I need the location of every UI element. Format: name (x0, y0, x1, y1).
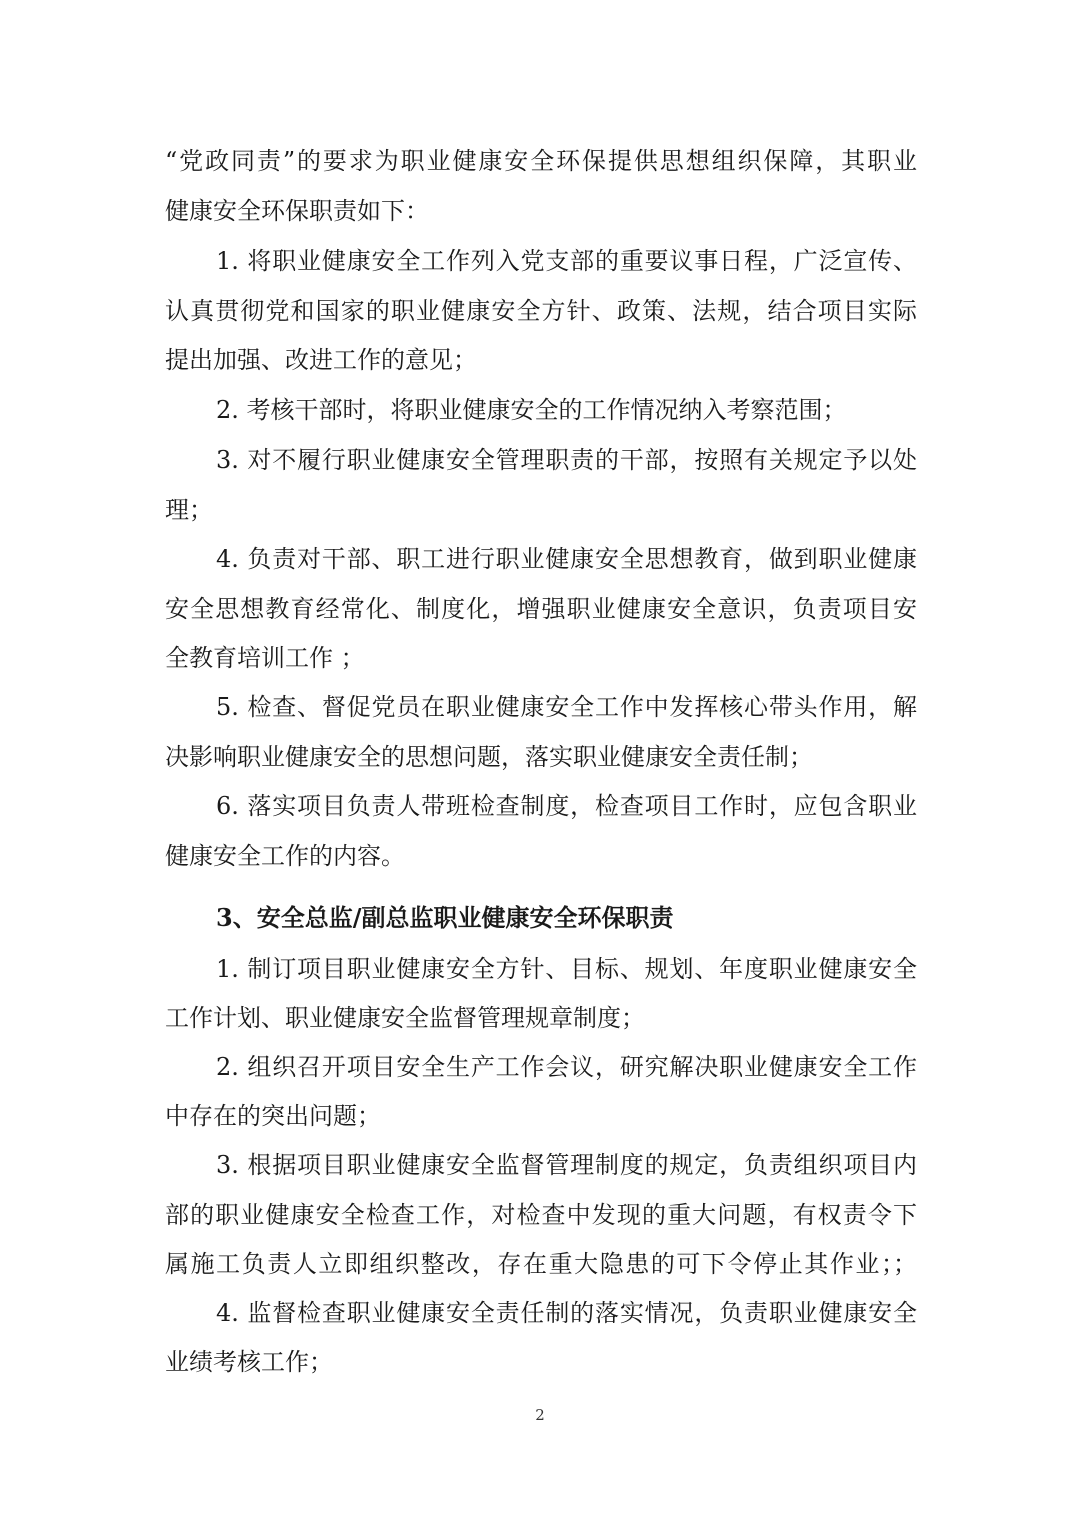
list-item-line: 4. 监督检查职业健康安全责任制的落实情况，负责职业健康安全 (216, 1299, 917, 1327)
list-item-line: 健康安全工作的内容。 (165, 842, 405, 870)
list-item-line: 4. 负责对干部、职工进行职业健康安全思想教育，做到职业健康 (216, 545, 917, 573)
list-item-line: 全教育培训工作 ； (165, 644, 365, 672)
list-item-line: 3. 根据项目职业健康安全监督管理制度的规定，负责组织项目内 (216, 1151, 917, 1179)
list-item-line: 3. 对不履行职业健康安全管理职责的干部，按照有关规定予以处 (216, 446, 917, 474)
list-item-line: 提出加强、改进工作的意见； (165, 346, 477, 374)
list-item-line: 决影响职业健康安全的思想问题，落实职业健康安全责任制； (165, 743, 813, 771)
list-item-line: 1. 制订项目职业健康安全方针、目标、规划、年度职业健康安全 (216, 955, 917, 983)
list-item-line: 2. 组织召开项目安全生产工作会议，研究解决职业健康安全工作 (216, 1053, 917, 1081)
paragraph-line: 健康安全环保职责如下： (165, 197, 429, 225)
list-item-line: 理； (165, 496, 213, 524)
page-number: 2 (535, 1406, 545, 1424)
list-item-line: 中存在的突出问题； (165, 1102, 381, 1130)
list-item-line: 安全思想教育经常化、制度化，增强职业健康安全意识，负责项目安 (165, 595, 917, 623)
list-item-line: 5. 检查、督促党员在职业健康安全工作中发挥核心带头作用，解 (216, 693, 917, 721)
list-item-line: 1. 将职业健康安全工作列入党支部的重要议事日程，广泛宣传、 (216, 247, 917, 275)
section-heading: 3、安全总监/副总监职业健康安全环保职责 (216, 903, 674, 932)
list-item-line: 认真贯彻党和国家的职业健康安全方针、政策、法规，结合项目实际 (165, 297, 917, 325)
list-item-line: 工作计划、职业健康安全监督管理规章制度； (165, 1004, 645, 1032)
list-item-line: 部的职业健康安全检查工作，对检查中发现的重大问题，有权责令下 (165, 1201, 917, 1229)
list-item-line: 6. 落实项目负责人带班检查制度，检查项目工作时，应包含职业 (216, 792, 917, 820)
list-item-line: 属施工负责人立即组织整改，存在重大隐患的可下令停止其作业；； (165, 1250, 917, 1278)
paragraph-line: “党政同责”的要求为职业健康安全环保提供思想组织保障，其职业 (165, 147, 917, 175)
list-item-line: 业绩考核工作； (165, 1348, 333, 1376)
list-item-line: 2. 考核干部时，将职业健康安全的工作情况纳入考察范围； (216, 396, 847, 424)
